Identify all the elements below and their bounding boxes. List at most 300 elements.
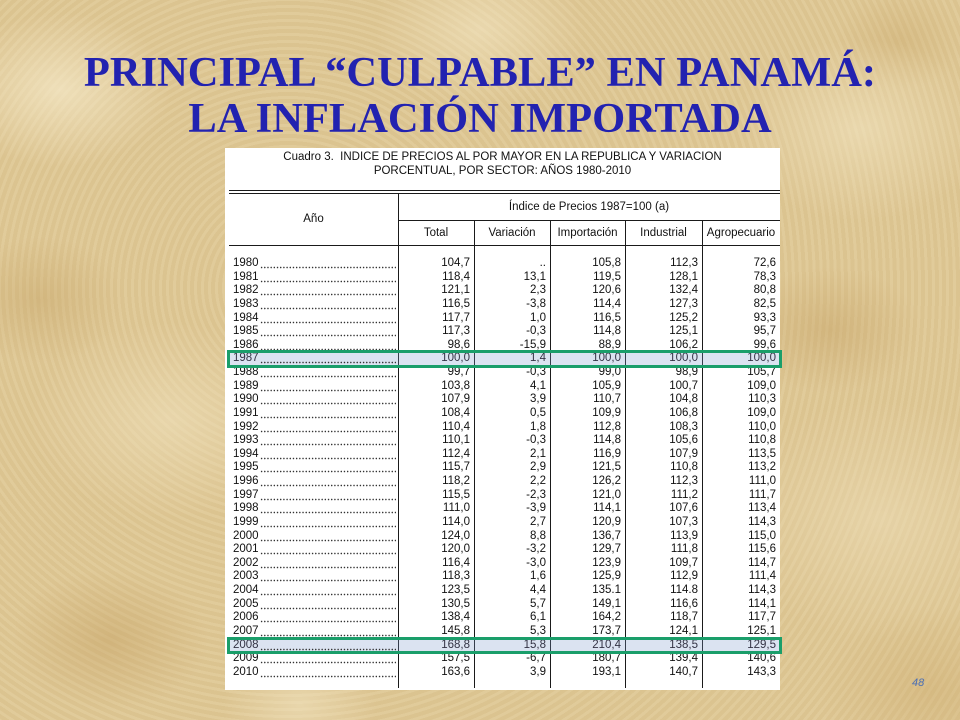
year-label: 1986 bbox=[233, 338, 259, 351]
table-row bbox=[229, 325, 780, 339]
cell-importacion: 164,2 bbox=[592, 611, 621, 624]
cell-importacion: 114,4 bbox=[593, 297, 621, 310]
cell-agropecuario: 99,6 bbox=[753, 338, 776, 351]
cell-total: 111,0 bbox=[442, 502, 470, 515]
cell-industrial: 125,2 bbox=[669, 311, 698, 324]
cell-agropecuario: 95,7 bbox=[753, 325, 776, 338]
cell-importacion: 100,0 bbox=[592, 352, 621, 365]
dot-leader bbox=[260, 639, 396, 653]
cell-total: 118,3 bbox=[442, 570, 470, 583]
cell-industrial: 100,7 bbox=[669, 379, 698, 392]
table-image-panel bbox=[225, 148, 780, 690]
slide-title-line-1: PRINCIPAL “CULPABLE” EN PANAMÁ: bbox=[83, 49, 877, 96]
dot-leader bbox=[260, 652, 396, 666]
year-cell bbox=[229, 284, 398, 298]
dot-leader bbox=[260, 570, 396, 584]
cell-variacion: -0,3 bbox=[526, 325, 546, 338]
cell-importacion: 120,6 bbox=[592, 284, 621, 297]
dot-leader bbox=[260, 502, 396, 516]
cell-importacion: 99,0 bbox=[598, 366, 621, 378]
year-label: 2002 bbox=[233, 556, 259, 569]
table-row bbox=[229, 570, 780, 584]
cell-importacion: 119,5 bbox=[593, 270, 621, 283]
dot-leader bbox=[260, 339, 396, 353]
year-label: 1987 bbox=[233, 352, 259, 365]
cell-agropecuario: 111,0 bbox=[748, 475, 776, 487]
cell-importacion: 121,0 bbox=[592, 488, 621, 501]
cell-importacion: 116,9 bbox=[593, 447, 621, 460]
cell-agropecuario: 117,7 bbox=[748, 611, 776, 624]
cell-industrial: 128,1 bbox=[669, 270, 698, 283]
cell-industrial: 111,8 bbox=[670, 543, 698, 556]
year-label: 1998 bbox=[233, 502, 259, 515]
year-cell bbox=[229, 325, 398, 339]
cell-importacion: 114,8 bbox=[593, 325, 621, 338]
column-header-importacion: Importación bbox=[557, 226, 618, 239]
year-label: 1997 bbox=[233, 488, 259, 501]
slide-title-line-2: LA INFLACIÓN IMPORTADA bbox=[188, 95, 772, 142]
cell-industrial: 112,9 bbox=[670, 570, 698, 583]
year-label: 2007 bbox=[233, 624, 259, 637]
dot-leader bbox=[260, 271, 396, 285]
cell-importacion: 110,7 bbox=[593, 393, 621, 406]
dot-leader bbox=[260, 584, 396, 598]
dot-leader bbox=[260, 393, 396, 407]
year-cell bbox=[229, 639, 398, 653]
cell-variacion: 1,6 bbox=[530, 570, 546, 583]
cell-importacion: 125,9 bbox=[592, 570, 621, 583]
cell-industrial: 106,8 bbox=[669, 406, 698, 419]
cell-variacion: 2,7 bbox=[530, 515, 546, 528]
cell-agropecuario: 114,1 bbox=[748, 597, 776, 610]
highlighted-table-row bbox=[229, 352, 780, 366]
header-bottom-rule bbox=[229, 245, 780, 246]
table-row bbox=[229, 475, 780, 489]
cell-variacion: .. bbox=[539, 257, 546, 269]
cell-total: 116,5 bbox=[442, 297, 470, 310]
cell-total: 168,8 bbox=[441, 638, 470, 651]
cell-agropecuario: 110,3 bbox=[748, 393, 776, 406]
cell-total: 114,0 bbox=[442, 515, 470, 528]
cell-total: 163,6 bbox=[441, 665, 470, 678]
cell-agropecuario: 113,4 bbox=[748, 502, 776, 515]
cell-industrial: 112,3 bbox=[670, 475, 698, 487]
table-row bbox=[229, 584, 780, 598]
dot-leader bbox=[260, 284, 396, 298]
table-row bbox=[229, 557, 780, 571]
cell-agropecuario: 80,8 bbox=[753, 284, 776, 297]
year-label: 2004 bbox=[233, 584, 259, 596]
cell-variacion: 2,9 bbox=[530, 461, 546, 474]
cell-variacion: 1,8 bbox=[530, 420, 546, 433]
year-cell bbox=[229, 611, 398, 625]
cell-variacion: -0,3 bbox=[526, 366, 546, 378]
column-divider bbox=[474, 220, 475, 688]
cell-agropecuario: 110,8 bbox=[748, 434, 776, 447]
cell-variacion: 15,8 bbox=[523, 638, 546, 651]
dot-leader bbox=[260, 366, 396, 380]
dot-leader bbox=[260, 298, 396, 312]
year-cell bbox=[229, 475, 398, 489]
column-divider bbox=[398, 193, 399, 688]
cell-agropecuario: 105,7 bbox=[747, 366, 776, 378]
year-cell bbox=[229, 257, 398, 271]
cell-total: 121,1 bbox=[441, 284, 470, 297]
year-cell bbox=[229, 271, 398, 285]
cell-agropecuario: 110,0 bbox=[748, 420, 776, 433]
table-row bbox=[229, 434, 780, 448]
year-cell bbox=[229, 666, 398, 680]
cell-industrial: 139,4 bbox=[669, 652, 698, 665]
dot-leader bbox=[260, 557, 396, 571]
cell-total: 117,7 bbox=[442, 311, 470, 324]
cell-total: 115,7 bbox=[442, 461, 470, 474]
table-row bbox=[229, 652, 780, 666]
year-cell bbox=[229, 516, 398, 530]
dot-leader bbox=[260, 380, 396, 394]
year-cell bbox=[229, 339, 398, 353]
year-cell bbox=[229, 625, 398, 639]
table-row bbox=[229, 407, 780, 421]
cell-industrial: 107,3 bbox=[669, 515, 698, 528]
year-label: 1982 bbox=[233, 284, 259, 297]
cell-importacion: 123,9 bbox=[592, 556, 621, 569]
column-header-industrial: Industrial bbox=[640, 226, 687, 239]
year-label: 2010 bbox=[233, 665, 259, 678]
table-row bbox=[229, 598, 780, 612]
year-cell bbox=[229, 543, 398, 557]
table-row bbox=[229, 666, 780, 680]
cell-total: 120,0 bbox=[441, 543, 470, 556]
dot-leader bbox=[260, 325, 396, 339]
cell-industrial: 107,6 bbox=[669, 502, 698, 515]
cell-agropecuario: 140,6 bbox=[747, 652, 776, 665]
cell-variacion: 1,4 bbox=[530, 352, 546, 365]
cell-agropecuario: 113,5 bbox=[748, 447, 776, 460]
cell-total: 118,4 bbox=[442, 270, 470, 283]
cell-total: 118,2 bbox=[442, 475, 470, 487]
year-cell bbox=[229, 352, 398, 366]
cell-total: 108,4 bbox=[441, 406, 470, 419]
cell-importacion: 105,8 bbox=[592, 257, 621, 269]
cell-total: 110,4 bbox=[442, 420, 470, 433]
table-row bbox=[229, 284, 780, 298]
dot-leader bbox=[260, 598, 396, 612]
cell-variacion: -3,0 bbox=[526, 556, 546, 569]
cell-total: 138,4 bbox=[441, 611, 470, 624]
dot-leader bbox=[260, 312, 396, 326]
cell-agropecuario: 78,3 bbox=[753, 270, 776, 283]
cell-variacion: 2,1 bbox=[530, 447, 546, 460]
cell-variacion: 1,0 bbox=[530, 311, 546, 324]
column-header-agropecuario: Agropecuario bbox=[706, 226, 776, 239]
cell-variacion: -6,7 bbox=[526, 652, 546, 665]
cell-industrial: 98,9 bbox=[675, 366, 698, 378]
cell-industrial: 107,9 bbox=[669, 447, 698, 460]
dot-leader bbox=[260, 407, 396, 421]
table-caption-line-1: Cuadro 3. INDICE DE PRECIOS AL POR MAYOR EN LA REPUBLICA Y VARIACION bbox=[283, 151, 722, 163]
year-label: 1983 bbox=[233, 297, 259, 310]
cell-agropecuario: 114,3 bbox=[748, 584, 776, 596]
table-caption-line-2: PORCENTUAL, POR SECTOR: AÑOS 1980-2010 bbox=[373, 165, 632, 177]
column-header-year: Año bbox=[303, 213, 324, 225]
cell-agropecuario: 113,2 bbox=[748, 461, 776, 474]
cell-agropecuario: 143,3 bbox=[747, 665, 776, 678]
year-cell bbox=[229, 298, 398, 312]
cell-total: 124,0 bbox=[441, 529, 470, 542]
year-label: 2009 bbox=[233, 652, 259, 665]
year-label: 2003 bbox=[233, 570, 259, 583]
cell-importacion: 149,1 bbox=[592, 597, 621, 610]
cell-total: 130,5 bbox=[441, 597, 470, 610]
year-label: 1992 bbox=[233, 420, 259, 433]
year-cell bbox=[229, 502, 398, 516]
cell-agropecuario: 114,3 bbox=[748, 515, 776, 528]
column-header-variacion: Variación bbox=[488, 226, 536, 239]
year-cell bbox=[229, 434, 398, 448]
cell-industrial: 113,9 bbox=[670, 529, 698, 542]
cell-industrial: 111,2 bbox=[670, 488, 698, 501]
cell-industrial: 124,1 bbox=[669, 624, 698, 637]
table-row bbox=[229, 543, 780, 557]
cell-variacion: -2,3 bbox=[526, 488, 546, 501]
cell-importacion: 121,5 bbox=[592, 461, 621, 474]
year-cell bbox=[229, 448, 398, 462]
cell-variacion: -0,3 bbox=[526, 434, 546, 447]
cell-industrial: 114.8 bbox=[670, 584, 698, 596]
cell-importacion: 114,8 bbox=[593, 434, 621, 447]
cell-agropecuario: 115,0 bbox=[748, 529, 776, 542]
cell-agropecuario: 111,4 bbox=[748, 570, 776, 583]
cell-industrial: 138,5 bbox=[669, 638, 698, 651]
cell-total: 112,4 bbox=[442, 447, 470, 460]
cell-industrial: 105,6 bbox=[669, 434, 698, 447]
cell-agropecuario: 125,1 bbox=[747, 624, 776, 637]
cell-importacion: 210,4 bbox=[592, 638, 621, 651]
cell-industrial: 112,3 bbox=[670, 257, 698, 269]
highlighted-table-row bbox=[229, 639, 780, 653]
cell-variacion: 2,3 bbox=[530, 284, 546, 297]
cell-variacion: -3,8 bbox=[526, 297, 546, 310]
cell-total: 107,9 bbox=[441, 393, 470, 406]
table-row bbox=[229, 516, 780, 530]
table-row bbox=[229, 461, 780, 475]
cell-agropecuario: 129,5 bbox=[747, 638, 776, 651]
year-cell bbox=[229, 461, 398, 475]
cell-industrial: 140,7 bbox=[669, 665, 698, 678]
year-label: 1996 bbox=[233, 475, 259, 487]
cell-importacion: 173,7 bbox=[592, 624, 621, 637]
cell-variacion: 4,1 bbox=[530, 379, 546, 392]
cell-industrial: 118,7 bbox=[670, 611, 698, 624]
dot-leader bbox=[260, 625, 396, 639]
table-row bbox=[229, 366, 780, 380]
year-cell bbox=[229, 380, 398, 394]
table-row bbox=[229, 625, 780, 639]
year-label: 2000 bbox=[233, 529, 259, 542]
year-label: 1984 bbox=[233, 311, 259, 324]
cell-agropecuario: 82,5 bbox=[753, 297, 776, 310]
cell-variacion: -3,2 bbox=[526, 543, 546, 556]
table-row bbox=[229, 421, 780, 435]
cell-total: 103,8 bbox=[441, 379, 470, 392]
cell-industrial: 108,3 bbox=[669, 420, 698, 433]
cell-agropecuario: 114,7 bbox=[748, 556, 776, 569]
dot-leader bbox=[260, 516, 396, 530]
cell-variacion: -3,9 bbox=[526, 502, 546, 515]
cell-importacion: 135.1 bbox=[592, 584, 621, 596]
cell-total: 145,8 bbox=[441, 624, 470, 637]
year-cell bbox=[229, 312, 398, 326]
cell-importacion: 129,7 bbox=[592, 543, 621, 556]
cell-industrial: 116,6 bbox=[670, 597, 698, 610]
cell-importacion: 126,2 bbox=[592, 475, 621, 487]
dot-leader bbox=[260, 543, 396, 557]
year-cell bbox=[229, 652, 398, 666]
column-header-total: Total bbox=[423, 226, 449, 239]
cell-industrial: 106,2 bbox=[669, 338, 698, 351]
cell-agropecuario: 111,7 bbox=[748, 488, 776, 501]
year-label: 1988 bbox=[233, 366, 259, 378]
year-label: 2006 bbox=[233, 611, 259, 624]
cell-total: 98,6 bbox=[447, 338, 470, 351]
column-divider bbox=[550, 220, 551, 688]
table-row bbox=[229, 312, 780, 326]
cell-importacion: 193,1 bbox=[592, 665, 621, 678]
cell-importacion: 109,9 bbox=[592, 406, 621, 419]
year-label: 2008 bbox=[233, 638, 259, 651]
cell-industrial: 100,0 bbox=[669, 352, 698, 365]
dot-leader bbox=[260, 530, 396, 544]
cell-variacion: 2,2 bbox=[530, 475, 546, 487]
year-label: 1995 bbox=[233, 461, 259, 474]
dot-leader bbox=[260, 434, 396, 448]
year-label: 1980 bbox=[233, 257, 259, 269]
cell-agropecuario: 93,3 bbox=[753, 311, 776, 324]
cell-importacion: 120,9 bbox=[592, 515, 621, 528]
table-row bbox=[229, 611, 780, 625]
year-label: 1993 bbox=[233, 434, 259, 447]
dot-leader bbox=[260, 421, 396, 435]
year-cell bbox=[229, 557, 398, 571]
year-label: 1985 bbox=[233, 325, 259, 338]
cell-importacion: 112,8 bbox=[593, 420, 621, 433]
dot-leader bbox=[260, 489, 396, 503]
cell-importacion: 105,9 bbox=[592, 379, 621, 392]
cell-total: 157,5 bbox=[441, 652, 470, 665]
cell-industrial: 104,8 bbox=[669, 393, 698, 406]
table-row bbox=[229, 271, 780, 285]
dot-leader bbox=[260, 448, 396, 462]
year-cell bbox=[229, 584, 398, 598]
cell-agropecuario: 100,0 bbox=[747, 352, 776, 365]
dot-leader bbox=[260, 461, 396, 475]
table-row bbox=[229, 489, 780, 503]
cell-agropecuario: 109,0 bbox=[747, 406, 776, 419]
dot-leader bbox=[260, 611, 396, 625]
table-row bbox=[229, 257, 780, 271]
cell-total: 99,7 bbox=[447, 366, 470, 378]
dot-leader bbox=[260, 475, 396, 489]
cell-total: 110,1 bbox=[442, 434, 470, 447]
cell-variacion: 5,3 bbox=[530, 624, 546, 637]
cell-variacion: 13,1 bbox=[523, 270, 546, 283]
table-row bbox=[229, 339, 780, 353]
table-top-rule bbox=[229, 190, 780, 191]
year-cell bbox=[229, 489, 398, 503]
column-group-header: Índice de Precios 1987=100 (a) bbox=[508, 200, 670, 213]
cell-total: 104,7 bbox=[441, 257, 470, 269]
year-label: 1999 bbox=[233, 515, 259, 528]
year-label: 1990 bbox=[233, 393, 259, 406]
cell-variacion: 0,5 bbox=[530, 406, 546, 419]
cell-importacion: 116,5 bbox=[593, 311, 621, 324]
table-row bbox=[229, 380, 780, 394]
cell-agropecuario: 115,6 bbox=[748, 543, 776, 556]
year-label: 2001 bbox=[233, 543, 259, 556]
cell-variacion: -15,9 bbox=[519, 338, 546, 351]
cell-industrial: 125,1 bbox=[669, 325, 698, 338]
table-row bbox=[229, 530, 780, 544]
year-cell bbox=[229, 530, 398, 544]
dot-leader bbox=[260, 666, 396, 680]
cell-total: 115,5 bbox=[442, 488, 470, 501]
cell-total: 100,0 bbox=[441, 352, 470, 365]
dot-leader bbox=[260, 352, 396, 366]
column-divider bbox=[702, 220, 703, 688]
year-cell bbox=[229, 570, 398, 584]
cell-total: 117,3 bbox=[442, 325, 470, 338]
cell-variacion: 3,9 bbox=[530, 665, 546, 678]
cell-importacion: 114,1 bbox=[593, 502, 621, 515]
cell-industrial: 127,3 bbox=[669, 297, 698, 310]
year-cell bbox=[229, 598, 398, 612]
cell-total: 123,5 bbox=[441, 584, 470, 596]
dot-leader bbox=[260, 257, 396, 271]
year-cell bbox=[229, 366, 398, 380]
year-label: 1981 bbox=[233, 270, 259, 283]
cell-industrial: 110,8 bbox=[670, 461, 698, 474]
year-cell bbox=[229, 421, 398, 435]
table-row bbox=[229, 298, 780, 312]
cell-agropecuario: 72,6 bbox=[753, 257, 776, 269]
cell-total: 116,4 bbox=[442, 556, 470, 569]
cell-variacion: 5,7 bbox=[530, 597, 546, 610]
year-cell bbox=[229, 393, 398, 407]
table-row bbox=[229, 502, 780, 516]
slide-title bbox=[0, 50, 960, 142]
year-label: 2005 bbox=[233, 597, 259, 610]
cell-importacion: 88,9 bbox=[598, 338, 621, 351]
table-body bbox=[229, 257, 780, 679]
table-row bbox=[229, 393, 780, 407]
column-divider bbox=[625, 220, 626, 688]
cell-importacion: 136,7 bbox=[592, 529, 621, 542]
year-label: 1994 bbox=[233, 447, 259, 460]
cell-variacion: 8,8 bbox=[530, 529, 546, 542]
cell-variacion: 6,1 bbox=[530, 611, 546, 624]
cell-importacion: 180,7 bbox=[592, 652, 621, 665]
year-label: 1989 bbox=[233, 379, 259, 392]
cell-variacion: 3,9 bbox=[530, 393, 546, 406]
slide-page-number: 48 bbox=[912, 677, 925, 689]
cell-variacion: 4,4 bbox=[530, 584, 546, 596]
cell-industrial: 109,7 bbox=[669, 556, 698, 569]
table-row bbox=[229, 448, 780, 462]
cell-agropecuario: 109,0 bbox=[747, 379, 776, 392]
year-cell bbox=[229, 407, 398, 421]
cell-industrial: 132,4 bbox=[669, 284, 698, 297]
